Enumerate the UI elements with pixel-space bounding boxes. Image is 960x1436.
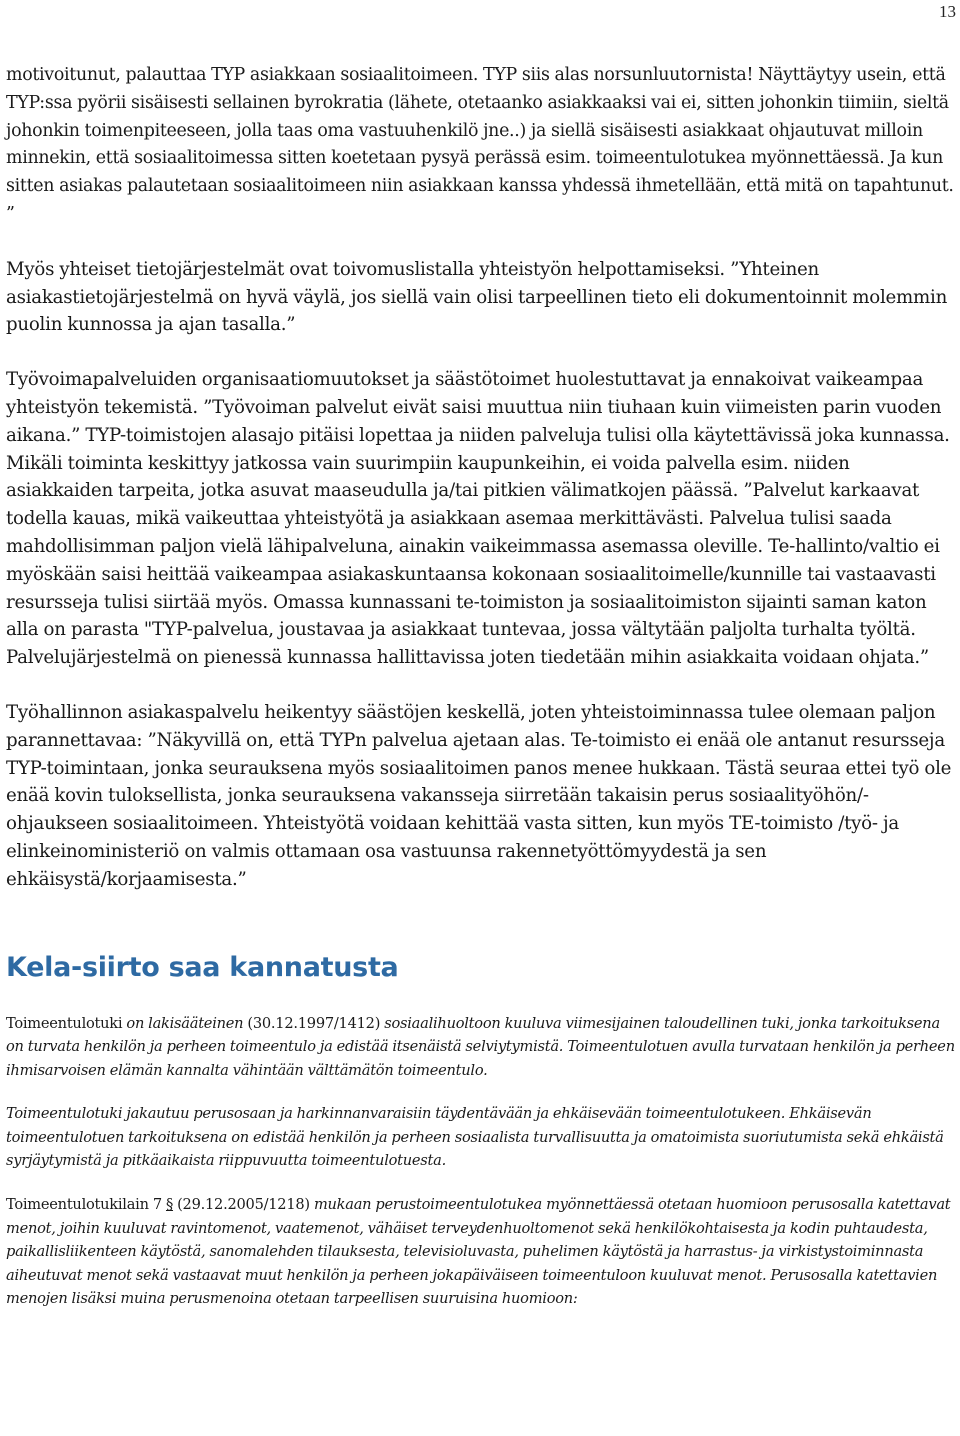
paragraph-law-section bbox=[6, 1193, 956, 1311]
law-reference: (30.12.1997/1412) bbox=[247, 1014, 381, 1032]
paragraph-typ-bureaucracy: motivoitunut, palauttaa TYP asiakkaan sosiaalitoimeen. TYP siis alas norsunluutornista! Näyttäytyy usein, että TYP:ssa pyörii sisäisesti sellainen byrokratia (lähete, otetaanko asiakkaaksi vai ei, sitten johonkin tiimiin, sieltä johonkin toimenpiteeseen, jolla taas oma vastuuhenkilö jne..) ja siellä sisäisesti asiakkaat ohjautuvat milloin minnekin, että sosiaalitoimessa sitten koetetaan pysyä perässä esim. toimeentulotukea myönnettäessä. Ja kun sitten asiakas palautetaan sosiaalitoimeen niin asiakkaan kanssa yhdessä ihmetellään, että mitä on tapahtunut. ” bbox=[6, 65, 954, 224]
paragraph-shared-systems: Myös yhteiset tietojärjestelmät ovat toivomuslistalla yhteistyön helpottamiseksi. ”Yhteinen asiakastietojärjestelmä on hyvä väylä, jos siellä vain olisi tarpeellinen tieto eli dokumentoinnit molemmin puolin kunnossa ja ajan tasalla.” bbox=[6, 258, 948, 336]
paragraph-customer-service: Työhallinnon asiakaspalvelu heikentyy säästöjen keskellä, joten yhteistoiminnassa tulee olemaan paljon parannettavaa: ”Näkyvillä on, että TYPn palvelua ajetaan alas. Te-toimisto ei enää ole antanut resursseja TYP-toimintaan, jonka seurauksena myös sosiaalitoimen panos menee hukkaan. Tästä seuraa ettei työ ole enää kovin tuloksellista, jonka seurauksena vakansseja siirretään takaisin perus sosiaalityöhön/-ohjaukseen sosiaalitoimeen. Yhteistyötä voidaan kehittää vasta sitten, kun myös TE-toimisto /työ- ja elinkeinoministeriö on valmis ottamaan osa vastuunsa rakennetyöttömyydestä ja sen ehkäisystä/korjaamisesta.” bbox=[6, 701, 952, 890]
paragraph-definition bbox=[6, 1012, 956, 1083]
term-toimeentulotuki: Toimeentulotuki bbox=[6, 1014, 123, 1032]
definition-part-a: on lakisääteinen bbox=[122, 1014, 248, 1032]
law-title: Toimeentulotukilain 7 bbox=[6, 1196, 166, 1214]
paragraph-organisation-changes: Työvoimapalveluiden organisaatiomuutokset ja säästötoimet huolestuttavat ja ennakoivat vaikeampaa yhteistyön tekemistä. ”Työvoiman palvelut eivät saisi muuttua niin tiuhaan kuin viimeisten parin vuoden aikana.” TYP-toimistojen alasajo pitäisi lopettaa ja niiden palveluja tulisi olla käytettävissä joka kunnassa. Mikäli toiminta keskittyy jatkossa vain suurimpiin kaupunkeihin, ei voida palvella esim. niiden asiakkaiden tarpeita, jotka asuvat maaseudulla ja/tai pitkien välimatkojen päässä. ”Palvelut karkaavat todella kauas, mikä vaikeuttaa yhteistyötä ja asiakkaan asemaa merkittävästi. Palvelua tulisi saada mahdollisimman paljon vielä lähipalveluna, ainakin vaikeimmassa asemassa oleville. Te-hallinto/valtio ei myöskään saisi heittää vaikeampaa asiakaskuntaansa kokonaan sosiaalitoimelle/kunnille tai vastaavasti resursseja tulisi siirtää myös. Omassa kunnassani te-toimiston ja sosiaalitoimiston sijainti saman katon alla on parasta "TYP-palvelua, joustavaa ja asiakkaat tuntevaa, jossa vältytään paljolta turhalta työltä. Palvelujärjestelmä on pienessä kunnassa hallittavissa joten tiedetään mihin asiakkaita voidaan ohjata.” bbox=[6, 369, 950, 669]
page-number: 13 bbox=[939, 2, 956, 21]
division-text: Toimeentulotuki jakautuu perusosaan ja harkinnanvaraisiin täydentävään ja ehkäisevään toimeentulotukeen. Ehkäisevän toimeentulotuen tarkoituksena on edistää henkilön ja perheen sosiaalista turvallisuutta ja omatoimista suoriutumista sekä ehkäistä syrjäytymistä ja pitkäaikaista riippuvuutta toimeentulotuesta. bbox=[6, 1105, 944, 1170]
section-symbol: § bbox=[165, 1196, 174, 1214]
paragraph-division bbox=[6, 1102, 956, 1173]
page-content bbox=[6, 62, 956, 1311]
law-section-text: mukaan perustoimeentulotukea myönnettäessä otetaan huomioon perusosalla katettavat menot, joihin kuuluvat ravintomenot, vaatemenot, vähäiset terveydenhuoltomenot sekä henkilökohtaisesta ja kodin puhtaudesta, paikallisliikenteen käytöstä, sanomalehden tilauksesta, televisioluvasta, puhelimen käytöstä ja harrastus- ja virkistystoiminnasta aiheutuvat menot sekä vastaavat muut henkilön ja perheen jokapäiväiseen toimeentuloon kuuluvat menot. Perusosalla katettavien menojen lisäksi muina perusmenoina otetaan tarpeellisen suuruisina huomioon: bbox=[6, 1196, 951, 1308]
definition-part-b: sosiaalihuoltoon kuuluva viimesijainen taloudellinen tuki, jonka tarkoituksena on turvata henkilön ja perheen toimeentulo ja edistää itsenäistä selviytymistä. Toimeentulotuen avulla turvataan henkilön ja perheen ihmisarvoisen elämän kannalta vähintään välttämätön toimeentulo. bbox=[6, 1014, 955, 1079]
section-heading: Kela-siirto saa kannatusta bbox=[6, 951, 399, 983]
law-date-reference: (29.12.2005/1218) bbox=[173, 1196, 310, 1214]
